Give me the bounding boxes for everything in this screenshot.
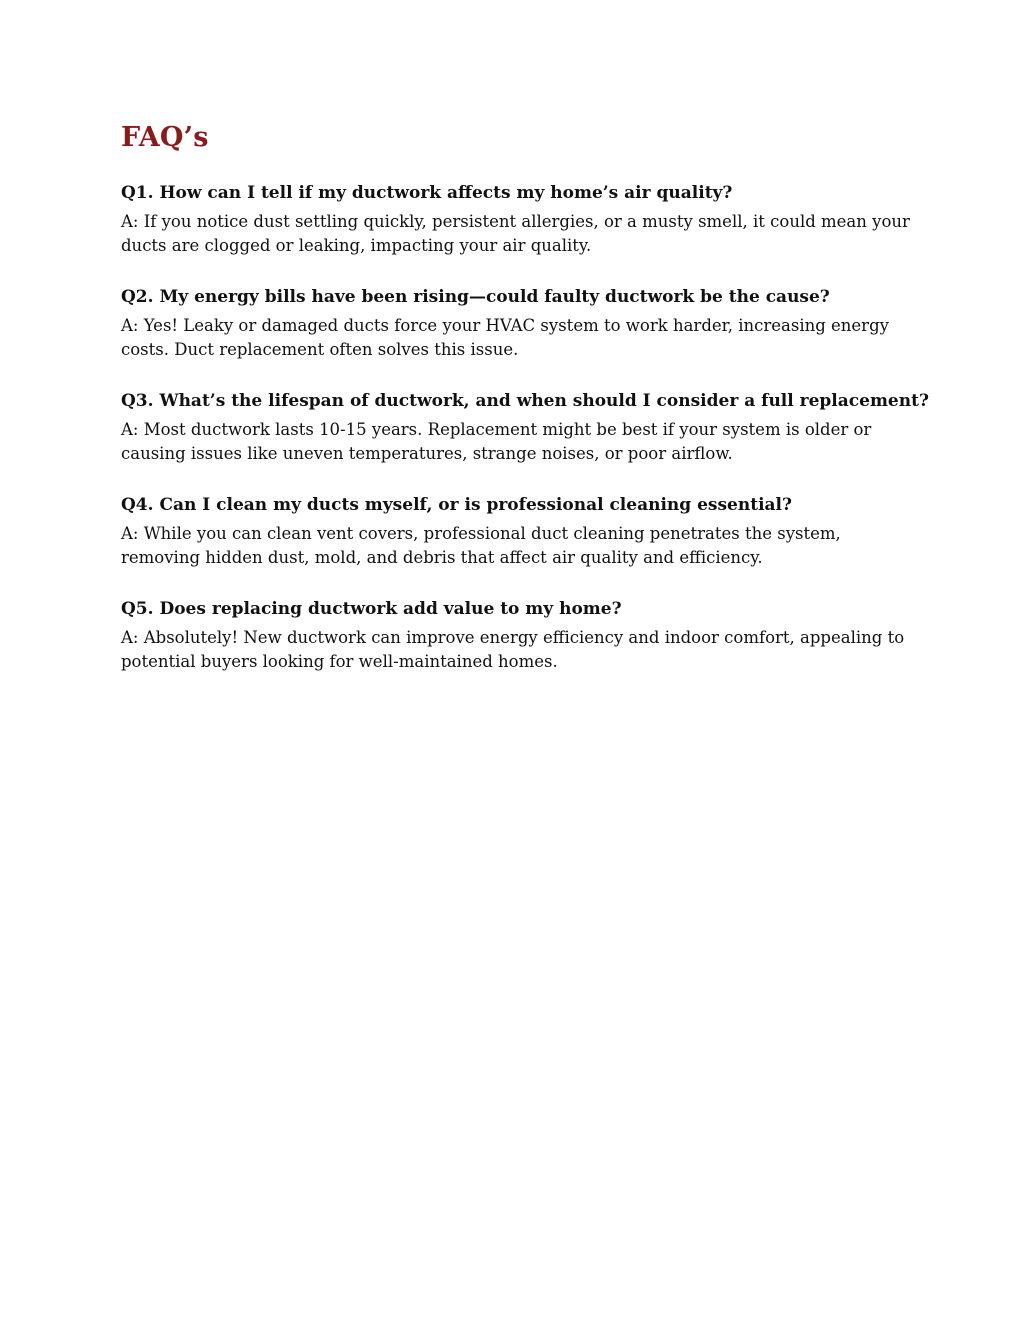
faq-question: Q1. How can I tell if my ductwork affects my home’s air quality? bbox=[121, 183, 733, 203]
faq-page bbox=[121, 118, 929, 700]
faq-answer: A: Absolutely! New ductwork can improve energy efficiency and indoor comfort, appealing to potential buyers looking for well-maintained homes. bbox=[121, 628, 905, 671]
faq-question: Q3. What’s the lifespan of ductwork, and when should I consider a full replacement? bbox=[121, 391, 929, 411]
faq-answer: A: Most ductwork lasts 10-15 years. Replacement might be best if your system is older or causing issues like uneven temperatures, strange noises, or poor airflow. bbox=[121, 420, 872, 463]
faq-item bbox=[121, 388, 929, 466]
page-title: FAQ’s bbox=[121, 122, 209, 153]
faq-list bbox=[121, 180, 929, 674]
faq-item bbox=[121, 492, 911, 570]
faq-item bbox=[121, 284, 911, 362]
faq-item bbox=[121, 180, 911, 258]
faq-question: Q2. My energy bills have been rising—could faulty ductwork be the cause? bbox=[121, 287, 830, 307]
faq-question: Q5. Does replacing ductwork add value to my home? bbox=[121, 599, 622, 619]
faq-answer: A: If you notice dust settling quickly, persistent allergies, or a musty smell, it could mean your ducts are clogged or leaking, impacting your air quality. bbox=[121, 212, 910, 255]
faq-item bbox=[121, 596, 911, 674]
faq-answer: A: While you can clean vent covers, professional duct cleaning penetrates the system, removing hidden dust, mold, and debris that affect air quality and efficiency. bbox=[121, 524, 841, 567]
faq-question: Q4. Can I clean my ducts myself, or is professional cleaning essential? bbox=[121, 495, 792, 515]
faq-answer: A: Yes! Leaky or damaged ducts force your HVAC system to work harder, increasing energy costs. Duct replacement often solves this issue. bbox=[121, 316, 889, 359]
